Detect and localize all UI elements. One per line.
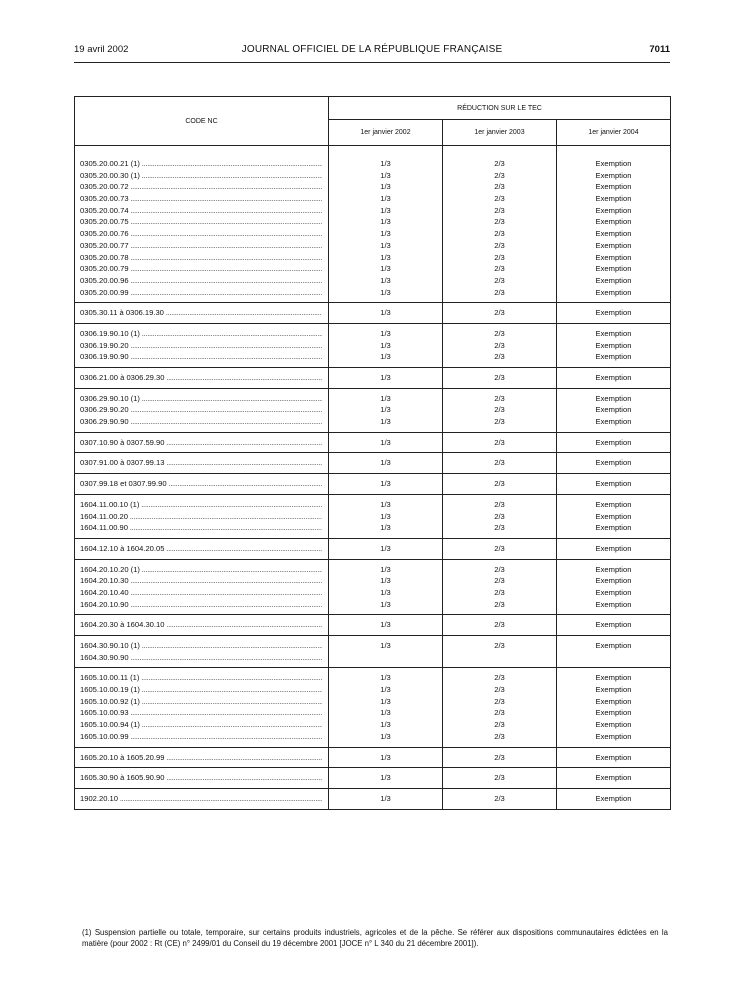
- reduction-value: Exemption: [595, 217, 632, 227]
- table-row: [75, 432, 671, 453]
- reduction-value: Exemption: [595, 393, 632, 403]
- nc-code: 1604.20.10.30 .....: [80, 575, 322, 587]
- nc-code: 1605.10.00.11 (1) .....: [80, 672, 322, 684]
- reduction-value: Exemption: [595, 182, 632, 192]
- reduction-value: 1/3: [380, 479, 391, 489]
- header-rule: [74, 62, 670, 63]
- table-row: [75, 474, 671, 495]
- table-row: [75, 668, 671, 747]
- value-2003-cell: [443, 668, 557, 747]
- nc-code: 1604.20.10.90 .....: [80, 599, 322, 611]
- value-2004-cell: [557, 323, 671, 367]
- nc-code: 0305.20.00.72 .....: [80, 181, 322, 193]
- reduction-value: Exemption: [595, 696, 632, 706]
- value-2002-cell: [329, 768, 443, 789]
- reduction-value: 1/3: [380, 673, 391, 683]
- reduction-value: 1/3: [380, 240, 391, 250]
- reduction-value: 1/3: [380, 543, 391, 553]
- value-2004-cell: [557, 494, 671, 538]
- value-2004-cell: [557, 474, 671, 495]
- reduction-value: 2/3: [494, 287, 505, 297]
- reduction-value: 1/3: [380, 328, 391, 338]
- reduction-value: 2/3: [494, 405, 505, 415]
- reduction-value: 1/3: [380, 599, 391, 609]
- code-cell: [75, 768, 329, 789]
- value-2004-cell: [557, 538, 671, 559]
- reduction-value: 2/3: [494, 511, 505, 521]
- code-cell: [75, 474, 329, 495]
- nc-code: 0307.10.90 à 0307.59.90 .....: [80, 437, 322, 449]
- nc-code: 0305.20.00.75 .....: [80, 216, 322, 228]
- reduction-value: Exemption: [595, 479, 632, 489]
- nc-code: 1605.20.10 à 1605.20.99 .....: [80, 752, 322, 764]
- reduction-value: 1/3: [380, 620, 391, 630]
- col-header-2004: 1er janvier 2004: [557, 120, 671, 146]
- reduction-value: 2/3: [494, 564, 505, 574]
- reduction-value: 1/3: [380, 405, 391, 415]
- reduction-value: Exemption: [595, 264, 632, 274]
- reduction-value: Exemption: [595, 685, 632, 695]
- reduction-value: 1/3: [380, 720, 391, 730]
- reduction-value: 1/3: [380, 793, 391, 803]
- reduction-value: Exemption: [595, 793, 632, 803]
- journal-title: JOURNAL OFFICIEL DE LA RÉPUBLIQUE FRANÇAISE: [241, 44, 503, 55]
- value-2003-cell: [443, 538, 557, 559]
- reduction-value: 2/3: [494, 159, 505, 168]
- reduction-value: 2/3: [494, 620, 505, 630]
- reduction-value: Exemption: [595, 417, 632, 427]
- value-2003-cell: [443, 388, 557, 432]
- reduction-value: Exemption: [595, 543, 632, 553]
- reduction-value: 1/3: [380, 393, 391, 403]
- col-header-reduction: RÉDUCTION SUR LE TEC: [329, 97, 671, 120]
- nc-code: 1604.20.10.40 .....: [80, 587, 322, 599]
- nc-code: 0307.99.18 et 0307.99.90 .....: [80, 478, 322, 490]
- reduction-value: 1/3: [380, 499, 391, 509]
- table-row: [75, 494, 671, 538]
- col-header-code: CODE NC: [75, 97, 329, 146]
- reduction-value: 2/3: [494, 170, 505, 180]
- value-2003-cell: [443, 494, 557, 538]
- reduction-value: 2/3: [494, 252, 505, 262]
- reduction-value: Exemption: [595, 673, 632, 683]
- reduction-value: 2/3: [494, 587, 505, 597]
- reduction-value: 2/3: [494, 264, 505, 274]
- reduction-value: Exemption: [595, 159, 632, 168]
- nc-code: 1604.11.00.20 .....: [80, 511, 322, 523]
- nc-code: 0305.30.11 à 0306.19.30 .....: [80, 307, 322, 319]
- reduction-value: Exemption: [595, 576, 632, 586]
- value-2002-cell: [329, 615, 443, 636]
- reduction-value: 1/3: [380, 576, 391, 586]
- code-cell: [75, 388, 329, 432]
- nc-code: 0305.20.00.73 .....: [80, 193, 322, 205]
- reduction-value: Exemption: [595, 499, 632, 509]
- page-header: [74, 44, 670, 60]
- reduction-value: 2/3: [494, 229, 505, 239]
- table-row: [75, 768, 671, 789]
- table-row: [75, 453, 671, 474]
- value-2003-cell: [443, 432, 557, 453]
- page-number: 7011: [649, 44, 670, 55]
- reduction-value: 2/3: [494, 752, 505, 762]
- reduction-value: 1/3: [380, 308, 391, 318]
- reduction-value: Exemption: [595, 328, 632, 338]
- reduction-value: [557, 652, 670, 664]
- value-2004-cell: [557, 368, 671, 389]
- reduction-value: 1/3: [380, 417, 391, 427]
- reduction-value: 2/3: [494, 793, 505, 803]
- table-row: [75, 636, 671, 668]
- reduction-value: Exemption: [595, 308, 632, 318]
- value-2003-cell: [443, 303, 557, 324]
- reduction-value: 1/3: [380, 205, 391, 215]
- reduction-value: 2/3: [494, 576, 505, 586]
- reduction-value: 2/3: [494, 182, 505, 192]
- code-cell: [75, 559, 329, 615]
- nc-code: 1604.11.00.10 (1) .....: [80, 499, 322, 511]
- reduction-value: 1/3: [380, 731, 391, 741]
- reduction-value: Exemption: [595, 523, 632, 533]
- table-row: [75, 368, 671, 389]
- issue-date: 19 avril 2002: [74, 44, 129, 55]
- reduction-value: 1/3: [380, 523, 391, 533]
- reduction-value: 2/3: [494, 240, 505, 250]
- value-2004-cell: [557, 615, 671, 636]
- code-cell: [75, 453, 329, 474]
- value-2002-cell: [329, 453, 443, 474]
- reduction-value: 2/3: [494, 641, 505, 650]
- reduction-value: 2/3: [494, 352, 505, 362]
- reduction-value: Exemption: [595, 287, 632, 297]
- value-2002-cell: [329, 432, 443, 453]
- reduction-value: 1/3: [380, 708, 391, 718]
- nc-code: 0305.20.00.74 .....: [80, 205, 322, 217]
- value-2002-cell: [329, 368, 443, 389]
- value-2004-cell: [557, 453, 671, 474]
- reduction-value: 1/3: [380, 252, 391, 262]
- code-cell: [75, 303, 329, 324]
- code-cell: [75, 494, 329, 538]
- reduction-value: Exemption: [595, 229, 632, 239]
- value-2002-cell: [329, 303, 443, 324]
- nc-code: 0306.21.00 à 0306.29.30 .....: [80, 372, 322, 384]
- code-cell: [75, 615, 329, 636]
- reduction-value: 1/3: [380, 437, 391, 447]
- reduction-value: Exemption: [595, 194, 632, 204]
- reduction-value: 2/3: [494, 523, 505, 533]
- code-cell: [75, 668, 329, 747]
- reduction-value: 1/3: [380, 194, 391, 204]
- value-2003-cell: [443, 323, 557, 367]
- nc-code: 1605.10.00.93 .....: [80, 707, 322, 719]
- table-row: [75, 538, 671, 559]
- table-row: [75, 303, 671, 324]
- reduction-value: 2/3: [494, 328, 505, 338]
- reduction-value: 2/3: [494, 417, 505, 427]
- value-2002-cell: [329, 788, 443, 809]
- reduction-value: Exemption: [595, 599, 632, 609]
- nc-code: 1605.10.00.19 (1) .....: [80, 684, 322, 696]
- reduction-value: 1/3: [380, 773, 391, 783]
- reduction-value: [443, 652, 556, 664]
- reduction-value: Exemption: [595, 587, 632, 597]
- value-2002-cell: [329, 538, 443, 559]
- reduction-value: 1/3: [380, 170, 391, 180]
- reduction-value: 2/3: [494, 205, 505, 215]
- code-cell: [75, 146, 329, 303]
- code-cell: [75, 432, 329, 453]
- value-2003-cell: [443, 559, 557, 615]
- value-2004-cell: [557, 432, 671, 453]
- table-row: [75, 788, 671, 809]
- nc-code: 0305.20.00.77 .....: [80, 240, 322, 252]
- reduction-value: Exemption: [595, 564, 632, 574]
- nc-code: 1604.20.10.20 (1) .....: [80, 564, 322, 576]
- reduction-value: 2/3: [494, 479, 505, 489]
- table-body: [75, 146, 671, 810]
- value-2003-cell: [443, 768, 557, 789]
- tariff-reduction-table: [74, 96, 671, 810]
- reduction-value: 2/3: [494, 773, 505, 783]
- nc-code: 0306.29.90.90 .....: [80, 416, 322, 428]
- nc-code: 1604.11.00.90 .....: [80, 522, 322, 534]
- value-2004-cell: [557, 303, 671, 324]
- value-2003-cell: [443, 788, 557, 809]
- table-row: [75, 323, 671, 367]
- nc-code: 1604.30.90.10 (1) .....: [80, 640, 322, 652]
- nc-code: 0305.20.00.76 .....: [80, 228, 322, 240]
- code-cell: [75, 323, 329, 367]
- nc-code: 0307.91.00 à 0307.99.13 .....: [80, 457, 322, 469]
- value-2002-cell: [329, 388, 443, 432]
- reduction-value: 2/3: [494, 393, 505, 403]
- reduction-value: Exemption: [595, 731, 632, 741]
- value-2004-cell: [557, 559, 671, 615]
- value-2002-cell: [329, 494, 443, 538]
- reduction-value: 2/3: [494, 543, 505, 553]
- table-row: [75, 559, 671, 615]
- nc-code: 0306.19.90.20 .....: [80, 340, 322, 352]
- value-2003-cell: [443, 146, 557, 303]
- value-2003-cell: [443, 474, 557, 495]
- reduction-value: 2/3: [494, 373, 505, 382]
- reduction-value: Exemption: [595, 437, 632, 447]
- reduction-value: 2/3: [494, 720, 505, 730]
- reduction-value: Exemption: [595, 352, 632, 362]
- value-2003-cell: [443, 747, 557, 768]
- reduction-value: Exemption: [595, 275, 632, 285]
- reduction-value: Exemption: [595, 373, 632, 382]
- col-header-2002: 1er janvier 2002: [329, 120, 443, 146]
- reduction-value: Exemption: [595, 641, 632, 650]
- nc-code: 0305.20.00.96 .....: [80, 275, 322, 287]
- reduction-value: 1/3: [380, 641, 391, 650]
- value-2004-cell: [557, 747, 671, 768]
- nc-code: 0305.20.00.30 (1) .....: [80, 170, 322, 182]
- reduction-value: Exemption: [595, 708, 632, 718]
- reduction-value: 2/3: [494, 599, 505, 609]
- reduction-value: 2/3: [494, 708, 505, 718]
- reduction-value: 1/3: [380, 458, 391, 468]
- reduction-value: 2/3: [494, 685, 505, 695]
- nc-code: 0305.20.00.78 .....: [80, 252, 322, 264]
- value-2002-cell: [329, 323, 443, 367]
- nc-code: 1605.30.90 à 1605.90.90 .....: [80, 772, 322, 784]
- value-2004-cell: [557, 146, 671, 303]
- table-row: [75, 747, 671, 768]
- nc-code: 1604.30.90.90 .....: [80, 652, 322, 664]
- reduction-value: 1/3: [380, 287, 391, 297]
- code-cell: [75, 368, 329, 389]
- value-2004-cell: [557, 388, 671, 432]
- nc-code: 0306.29.90.10 (1) .....: [80, 393, 322, 405]
- reduction-value: Exemption: [595, 340, 632, 350]
- col-header-2003: 1er janvier 2003: [443, 120, 557, 146]
- code-cell: [75, 747, 329, 768]
- reduction-value: Exemption: [595, 511, 632, 521]
- reduction-value: 1/3: [380, 564, 391, 574]
- reduction-value: 2/3: [494, 696, 505, 706]
- value-2002-cell: [329, 668, 443, 747]
- value-2002-cell: [329, 146, 443, 303]
- nc-code: 1604.20.30 à 1604.30.10 .....: [80, 619, 322, 631]
- value-2002-cell: [329, 474, 443, 495]
- reduction-value: 1/3: [380, 217, 391, 227]
- reduction-value: 1/3: [380, 182, 391, 192]
- reduction-value: 1/3: [380, 159, 391, 168]
- reduction-value: 1/3: [380, 752, 391, 762]
- reduction-value: [329, 652, 442, 664]
- value-2003-cell: [443, 615, 557, 636]
- reduction-value: 2/3: [494, 275, 505, 285]
- reduction-value: 1/3: [380, 229, 391, 239]
- reduction-value: Exemption: [595, 773, 632, 783]
- reduction-value: Exemption: [595, 240, 632, 250]
- nc-code: 1605.10.00.99 .....: [80, 731, 322, 743]
- code-cell: [75, 636, 329, 668]
- value-2003-cell: [443, 453, 557, 474]
- reduction-value: Exemption: [595, 752, 632, 762]
- reduction-value: Exemption: [595, 458, 632, 468]
- reduction-value: Exemption: [595, 620, 632, 630]
- code-cell: [75, 788, 329, 809]
- nc-code: 1605.10.00.92 (1) .....: [80, 696, 322, 708]
- code-cell: [75, 538, 329, 559]
- reduction-value: 2/3: [494, 340, 505, 350]
- reduction-value: 2/3: [494, 499, 505, 509]
- reduction-value: 2/3: [494, 673, 505, 683]
- reduction-value: 2/3: [494, 194, 505, 204]
- reduction-value: Exemption: [595, 720, 632, 730]
- value-2004-cell: [557, 788, 671, 809]
- nc-code: 1902.20.10 .....: [80, 793, 322, 805]
- reduction-value: 1/3: [380, 696, 391, 706]
- reduction-value: 2/3: [494, 458, 505, 468]
- reduction-value: 2/3: [494, 217, 505, 227]
- reduction-value: 2/3: [494, 731, 505, 741]
- value-2002-cell: [329, 559, 443, 615]
- value-2003-cell: [443, 636, 557, 668]
- value-2002-cell: [329, 747, 443, 768]
- table-row: [75, 146, 671, 303]
- reduction-value: 1/3: [380, 352, 391, 362]
- nc-code: 0306.29.90.20 .....: [80, 404, 322, 416]
- reduction-value: 1/3: [380, 340, 391, 350]
- reduction-value: 2/3: [494, 308, 505, 318]
- nc-code: 1604.12.10 à 1604.20.05 .....: [80, 543, 322, 555]
- nc-code: 0305.20.00.79 .....: [80, 263, 322, 275]
- nc-code: 1605.10.00.94 (1) .....: [80, 719, 322, 731]
- value-2004-cell: [557, 636, 671, 668]
- value-2002-cell: [329, 636, 443, 668]
- reduction-value: Exemption: [595, 205, 632, 215]
- reduction-value: Exemption: [595, 170, 632, 180]
- nc-code: 0305.20.00.99 .....: [80, 287, 322, 299]
- reduction-value: 1/3: [380, 587, 391, 597]
- reduction-value: Exemption: [595, 405, 632, 415]
- nc-code: 0306.19.90.10 (1) .....: [80, 328, 322, 340]
- reduction-value: 1/3: [380, 264, 391, 274]
- nc-code: 0306.19.90.90 .....: [80, 351, 322, 363]
- table-row: [75, 388, 671, 432]
- reduction-value: Exemption: [595, 252, 632, 262]
- reduction-value: 1/3: [380, 511, 391, 521]
- reduction-value: 1/3: [380, 275, 391, 285]
- value-2003-cell: [443, 368, 557, 389]
- reduction-value: 2/3: [494, 437, 505, 447]
- nc-code: 0305.20.00.21 (1) .....: [80, 158, 322, 170]
- value-2004-cell: [557, 768, 671, 789]
- reduction-value: 1/3: [380, 373, 391, 382]
- footnote: (1) Suspension partielle ou totale, temporaire, sur certains produits industriels, agricoles et de la pêche. Se référer aux dispositions communautaires édictées en la matière (pour 2002 : Rt (CE) n° 2499/01 du Conseil du 19 décembre 2001 [JOCE n° L 340 du 21 décembre 2001]).: [82, 928, 668, 948]
- reduction-value: 1/3: [380, 685, 391, 695]
- value-2004-cell: [557, 668, 671, 747]
- table-row: [75, 615, 671, 636]
